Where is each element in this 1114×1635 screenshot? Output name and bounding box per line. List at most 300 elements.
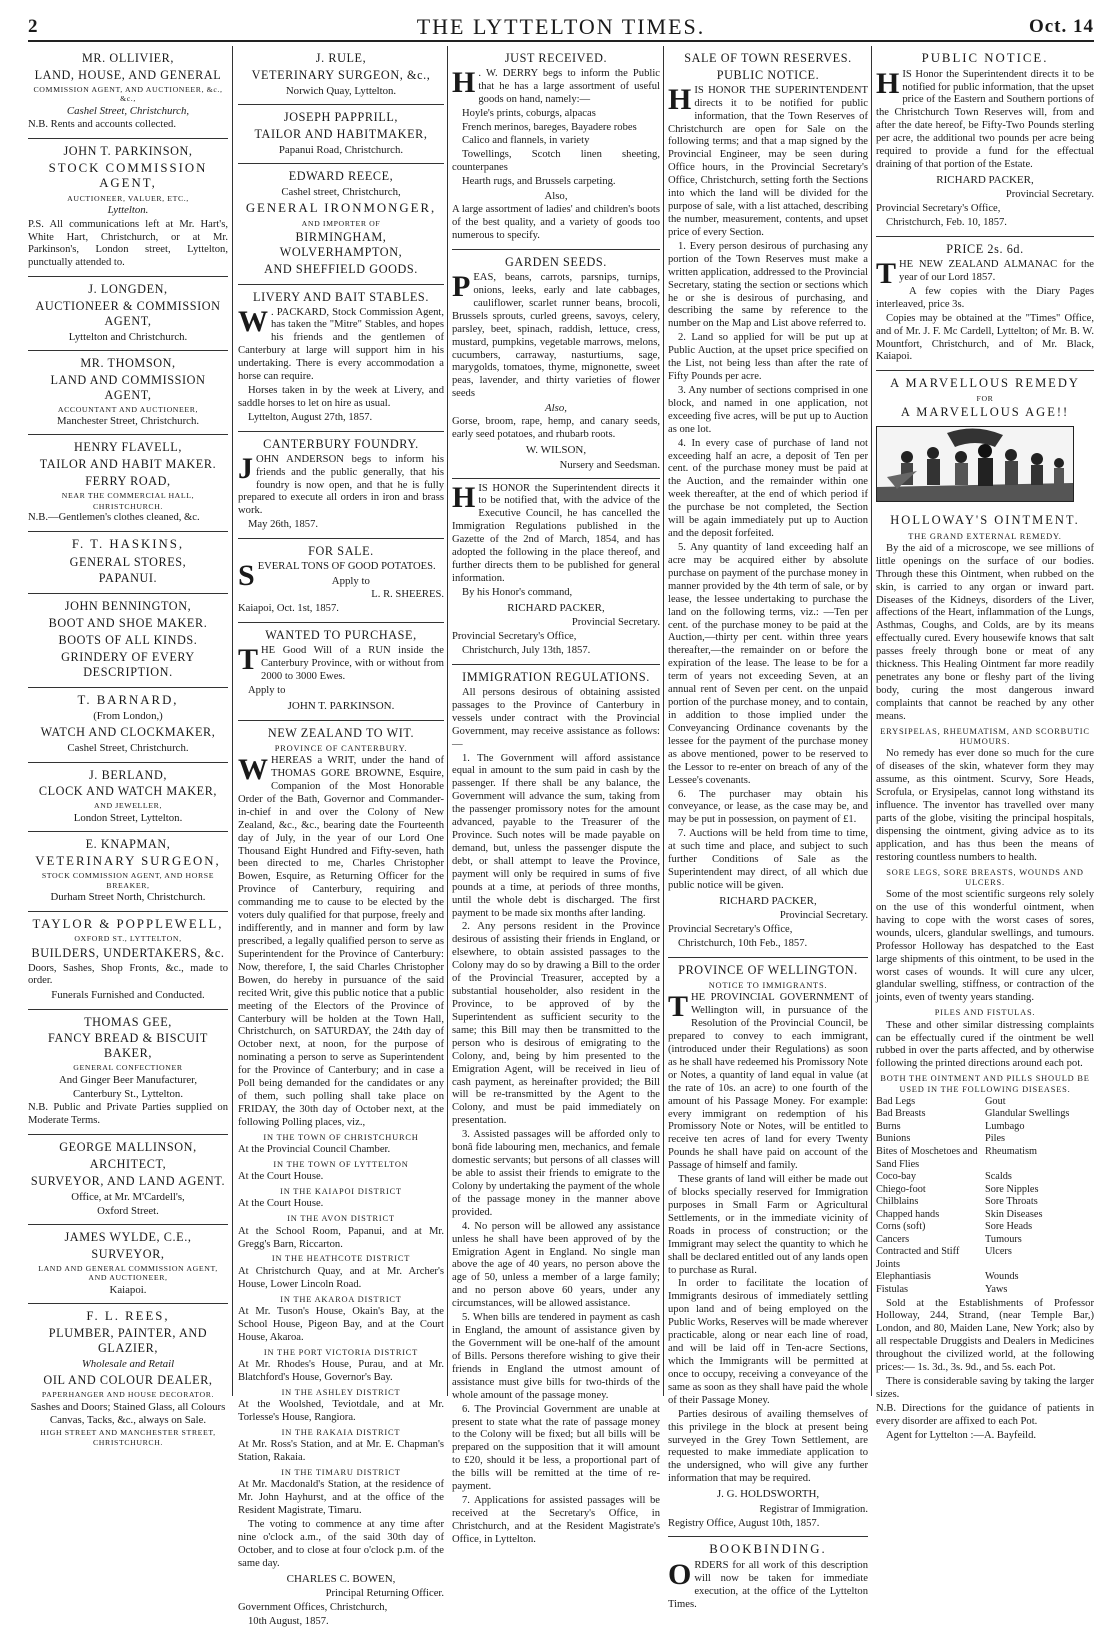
disease-item: Wounds [985, 1271, 1019, 1283]
ad-place: Government Offices, Christchurch, [238, 1601, 388, 1613]
ad-rule [238, 46, 444, 105]
ad-line: Wholesale and Retail [81, 1358, 175, 1371]
ad-name: JOSEPH PAPPRILL, [283, 109, 399, 124]
ad-trade: STOCK COMMISSION AGENT, [48, 160, 208, 191]
ad-body: . W. DERRY begs to inform the Public that he has a large assortment of useful goods on hand, namely:— [478, 67, 660, 105]
section-heading: PILES AND FISTULAS. [934, 1008, 1036, 1018]
ad-line: GRINDERY OF EVERY DESCRIPTION. [61, 649, 195, 679]
drop-cap: T [876, 257, 897, 291]
ad-trade: VETERINARY SURGEON, [35, 853, 221, 868]
notice-town-reserves [668, 46, 868, 958]
ad-address: London Street, Lyttelton. [73, 811, 183, 824]
regulation-paragraph: 2. Any persons resident in the Province desirous of assisting their friends in England, or elsewhere, to obtain assisted passages to the Colony may do so by drawing a Bill to the order of the Provincial Treasurer, accepted by a substantial householder, also resident in the Province, to be approved of by the Superintendent as sufficient security to the same; this Bill may then be transmitted to the person who is desirous of emigrating to the Colony, and, being by him presented to the Emigration Agent, will be received in lieu of cash payment, as hereinafter provided; the Bill will be re-transmitted by the Agent to the Colony, and must be paid immediately on presentation. [452, 921, 660, 1127]
ad-signature: RICHARD PACKER, [719, 894, 817, 907]
column-2 [238, 46, 444, 1627]
ad-address: Oxford Street. [97, 1204, 159, 1217]
ad-subheading: PROVINCE OF CANTERBURY. [274, 743, 408, 753]
ad-line: And Ginger Beer Manufacturer, [58, 1073, 198, 1086]
drop-cap: W [238, 753, 268, 787]
notice-immigration [452, 665, 660, 1553]
disease-item: Chapped hands [876, 1208, 940, 1220]
product-title: HOLLOWAY'S OINTMENT. [890, 513, 1080, 528]
regulations-list [452, 753, 660, 1547]
notice-honor [452, 479, 660, 665]
ad-almanac [876, 237, 1094, 371]
polling-place: At Mr. Tuson's House, Okain's Bay, at the School House, Pigeon Bay, and at the Court House, Akaroa. [238, 1305, 444, 1343]
ad-subtrade: COMMISSION AGENT, AND AUCTIONEER, &c., &c., [33, 84, 223, 104]
polling-district: IN THE KAIAPOI DISTRICT [280, 1187, 402, 1197]
ad-body: Parties desirous of availing themselves of this privilege in the block at present being surveyed in the Grey Town Settlement, are requested to make immediate application to the undersigned, who will give any further information that may be required. [668, 1408, 868, 1485]
disease-item: Sore Heads [985, 1221, 1033, 1233]
ad-trade: BOOT AND SHOE MAKER. [48, 616, 208, 631]
disease-item: Tumours [985, 1233, 1022, 1245]
polling-place: At Mr. Rhodes's House, Purau, and at Mr. Blatchford's House, Governor's Bay. [238, 1358, 444, 1383]
ad-name: T. BARNARD, [77, 692, 179, 707]
ad-trade: ARCHITECT, [89, 1156, 167, 1171]
ad-goods: AND SHEFFIELD GOODS. [264, 261, 418, 276]
ad-body: IS HONOR THE SUPERINTENDENT directs it to be notified for public information, that the Town Reserves of Christchurch are open for Sale on the following terms; and that a map signed by the Provincial Engineer, may be seen during Office hours, in the Provincial Secretary's Office, Christchurch, setting forth the Sections into which the land will be divided for the purpose of sale, with a list attached, describing the number, measurement, contents, and upset price of every Section. [668, 84, 868, 238]
ad-body: HEREAS a WRIT, under the hand of THOMAS GORE BROWNE, Esquire, Companion of the Most Honorable Order of the Bath, Governor and Commander-in-chief in and over the Colony of New Zealand, &c., &c., bearing date the Fourteenth day of July, in the year of our Lord One Thousand Eight Hundred and Fifty-seven, hath been directed to me, Charles Christopher Bowen, Esquire, as Returning Officer for the Province of Canterbury, requiring and commanding me to cause to be elected by the voters duly qualified for that purpose, freely and indifferently, and in manner and form by law prescribed, a legally qualified person to serve as Superintendent for the Province of Canterbury: Now, therefore, I, the said Charles Christopher Bowen, do hereby in pursuance of the said recited Writ, give this public notice that a public meeting of the Electors of the Province of Canterbury will be holden at the Town Hall, Christchurch, on SATURDAY, the 24th day of October next, at noon, for the purpose of nominating a person to serve as Superintendent for the Province of Canterbury; and in case a Poll being demanded for the candidates or any of them, such polling shall take place on FRIDAY, the 30th day of October next, at the following Polling places, viz., [238, 755, 444, 1128]
ad-body: There is considerable saving by taking the larger sizes. [876, 1376, 1094, 1400]
ad-subheading: NOTICE TO IMMIGRANTS. [708, 980, 828, 990]
ad-name: JAMES WYLDE, C.E., [64, 1229, 192, 1244]
ad-address: Canterbury St., Lyttelton. [72, 1087, 184, 1100]
ad-trade: SURVEYOR, AND LAND AGENT. [30, 1173, 226, 1188]
polling-places [238, 1133, 444, 1518]
goods-item: French merinos, bareges, Bayadere robes [462, 121, 637, 133]
ad-signature-title: Provincial Secretary. [1005, 189, 1094, 201]
ad-apply: Apply to [331, 575, 370, 587]
term-paragraph: 3. Any number of sections comprised in one block, and named in one application, not exceeding five acres, will be put up to Auction as one lot. [668, 384, 868, 435]
ad-address: PAPANUI. [98, 571, 158, 586]
ad-subtrade: AND IMPORTER OF [301, 218, 381, 228]
ad-body: No remedy has ever done so much for the cure of diseases of the skin, whatever form they may assume, as this ointment. Scurvy, Sore Heads, Scrofula, or Erysipelas, cannot long withstand its influence. The inventor has travelled over many parts of the globe, visiting the principal hospitals, dispensing the ointment, giving advice as to its application, and has thus been the means of restoring countless numbers to health. [876, 748, 1094, 863]
polling-district: IN THE AKAROA DISTRICT [280, 1294, 402, 1304]
polling-district: IN THE HEATHCOTE DISTRICT [271, 1254, 411, 1264]
drop-cap: H [452, 65, 476, 99]
drop-cap: W [238, 304, 268, 338]
disease-item: Burns [876, 1120, 901, 1132]
ad-body: All persons desirous of obtaining assisted passages to the Province of Canterbury in vessels under contract with the Provincial Government, may receive assistance as follows:— [452, 686, 660, 750]
ad-body: In order to facilitate the location of Immigrants desirous of immediately settling upon land and of being employed on the Public Works, Reserves will be made wherever practicable, along or near each line of road, and will be laid off in Ten-acre Sections, which the Immigrants will be permitted at once to occupy, receiving a conveyance of the same as soon as they shall have paid the whole of their Passage Money. [668, 1278, 868, 1406]
ad-trade: OIL AND COLOUR DEALER, [43, 1373, 213, 1388]
ad-trade: FANCY BREAD & BISCUIT BAKER, [48, 1031, 208, 1061]
ad-livery [238, 285, 444, 432]
ad-note: N.B. Public and Private Parties supplied on Moderate Terms. [28, 1102, 228, 1126]
ad-date: Christchurch, July 13th, 1857. [462, 645, 591, 657]
ad-name: J. RULE, [315, 51, 367, 65]
ad-signature: CHARLES C. BOWEN, [286, 1572, 396, 1585]
disease-item: Corns (soft) [876, 1221, 926, 1233]
ad-note: Sashes and Doors; Stained Glass, all Colours Canvas, Tacks, &c., always on Sale. [30, 1400, 226, 1426]
ad-address: Kaiapoi. [109, 1283, 147, 1296]
ad-haskins [28, 532, 228, 594]
disease-item: Lumbago [985, 1120, 1025, 1132]
ad-name: J. LONGDEN, [88, 282, 168, 297]
issue-date: Oct. 14 [1028, 16, 1094, 37]
ad-rees [28, 1304, 228, 1453]
drop-cap: O [668, 1558, 692, 1592]
ad-body: OHN ANDERSON begs to inform his friends and the public generally, that his foundry is now open, and that he is fully prepared to execute all orders in iron and brass work. [238, 453, 444, 517]
ad-subtrade: NEAR THE COMMERCIAL HALL, [61, 491, 195, 501]
ad-town: CHRISTCHURCH. [93, 501, 163, 511]
ad-body: By his Honor's command, [462, 586, 573, 598]
ad-thomson [28, 351, 228, 435]
ad-heading: GARDEN SEEDS. [505, 255, 607, 270]
ad-trade: BUILDERS, UNDERTAKERS, &c. [31, 945, 225, 960]
polling-district: IN THE RAKAIA DISTRICT [281, 1427, 401, 1437]
section-heading: SORE LEGS, SORE BREASTS, WOUNDS AND ULCERS. [886, 867, 1084, 887]
ad-body: A large assortment of ladies' and children's boots of the best quality, and a variety of goods too numerous to specify. [452, 204, 660, 242]
ad-body: EAS, beans, carrots, parsnips, turnips, onions, leeks, early and late cabbages, cauliflower, scarlet runner beans, brocoli, Brussels sprouts, curled greens, savoys, celery, parsley, beet, spinach, raddish, lettuce, cress, mustard, pumpkins, vegetable marrows, melons, cucumbers, carraway, nasturtiums, sage, marygolds, tomatoes, thyme, mignonette, sweet peas, lavender, and thirty varieties of flower seeds [452, 271, 660, 400]
page-number: 2 [28, 16, 38, 37]
ad-heading: PUBLIC NOTICE. [716, 67, 820, 82]
ad-signature-title: Provincial Secretary. [571, 617, 660, 629]
ad-flavell [28, 435, 228, 532]
regulation-paragraph: 3. Assisted passages will be afforded only to bonâ fide labouring men, mechanics, and female domestic servants; but persons of all classes will be able to assist their friends to emigrate to the Colony by undertaking the payment of the whole of the passage money in the manner above provided. [452, 1129, 661, 1218]
polling-place: At Christchurch Quay, and at Mr. Archer's House, Lower Lincoln Road. [238, 1265, 444, 1290]
ad-heading: NEW ZEALAND TO WIT. [267, 725, 415, 740]
ad-name: MR. OLLIVIER, [81, 51, 175, 65]
ad-trade: AUCTIONEER & COMMISSION AGENT, [35, 299, 221, 329]
ad-date: Lyttelton, August 27th, 1857. [248, 411, 373, 423]
polling-place: At the Provincial Council Chamber. [238, 1144, 391, 1156]
ad-body: EVERAL TONS OF GOOD POTATOES. [257, 561, 436, 573]
drop-cap: H [668, 82, 692, 116]
ad-parkinson [28, 139, 228, 277]
ad-body: IS Honor the Superintendent directs it to be notified for public information, that the upset price of the Eastern and Southern portions of the Christchurch Town Reserves will, from and after the date hereof, be Fifty-Two Pounds sterling per acre, the additional two pounds per acre being required to provide a fund for the effectual draining of that portion of the Estate. [876, 68, 1094, 171]
ad-name: JOHN T. PARKINSON, [63, 143, 193, 158]
ad-address: Papanui Road, Christchurch. [278, 143, 404, 156]
column-rule [871, 46, 872, 1396]
ad-trade: TAILOR AND HABITMAKER, [254, 126, 428, 141]
ad-address: Norwich Quay, Lyttelton. [285, 84, 397, 97]
ad-also: Also, [544, 190, 568, 203]
ad-date: 10th August, 1857. [248, 1615, 329, 1627]
ad-address: Cashel Street, Christchurch, [66, 104, 190, 117]
notice-wellington [668, 958, 868, 1537]
ad-heading: JUST RECEIVED. [504, 51, 608, 65]
ad-name: TAYLOR & POPPLEWELL, [32, 916, 224, 931]
ad-body: . PACKARD, Stock Commission Agent, has taken the "Mitre" Stables, and hopes his friends and the gentlemen of Canterbury at large will support him in his undertaking. There is every accommodation a horse can require. [238, 306, 444, 383]
ad-trade: LAND AND COMMISSION AGENT, [50, 372, 206, 402]
term-paragraph: 6. The purchaser may obtain his conveyance, or lease, as the case may be, and may be put in possession, on payment of £1. [668, 788, 868, 826]
ad-trade: CLOCK AND WATCH MAKER, [38, 784, 218, 799]
ad-body: By the aid of a microscope, we see millions of little openings on the surface of our bodies. Through these this Ointment, when rubbed on the skin, is carried to any organ or inward part. Diseases of the Kidneys, disorders of the Liver, affections of the Heart, inflammation of the Lungs, Asthmas, Coughs, and Colds, are by its means effectually cured. Every housewife knows that salt passes freely through bone or meat of any thickness. This Healing Ointment far more readily penetrates any bone or fleshy part of the living body, curing the most dangerous inward complaints that cannot be reached by any other means. [876, 542, 1094, 722]
ad-date: Registry Office, August 10th, 1857. [668, 1517, 820, 1529]
ad-trade: WATCH AND CLOCKMAKER, [40, 725, 216, 740]
regulation-paragraph: 1. The Government will afford assistance equal in amount to the sum paid in cash by the passenger. If there shall be any balance, the Government will advance the sum, taking from the passenger promissory notes for the amount advanced, payable to the Treasurer of the Province. Such notes will be made payable on demand, but, unless the passenger dispute the debt, or shall attempt to leave the Province, payment will only be required in sums of five pounds at a time, at periods of three months, until the whole debt is discharged. The first payment to be made six months after landing. [452, 752, 660, 919]
ad-wanted [238, 623, 444, 721]
disease-item: Coco-bay [876, 1171, 917, 1183]
polling-place: At Mr. Ross's Station, and at Mr. E. Chapman's Station, Rakaia. [238, 1439, 444, 1463]
disease-item: Contracted and Stiff Joints [876, 1246, 960, 1270]
ad-trade: VETERINARY SURGEON, &c., [251, 67, 431, 82]
regulation-paragraph: 6. The Provincial Government are unable at present to state what the rate of passage money to the Colony will be fixed; but all bills will be prepared on the supposition that it will amount to £20, should it be less, a proportional part of the bills will be remitted at the time of re-payment. [452, 1403, 660, 1493]
ad-trade: GENERAL STORES, [69, 554, 187, 569]
ad-note: P.S. All communications left at Mr. Hart's, White Hart, Christchurch, or at Mr. Parkinson's, London street, Lyttelton, punctually attended to. [28, 218, 228, 269]
ad-note: N.B. Rents and accounts collected. [28, 118, 176, 130]
disease-item: Piles [985, 1133, 1006, 1145]
ad-subtrade: LAND AND GENERAL COMMISSION AGENT, AND AUCTIONEER, [38, 1263, 218, 1283]
regulation-paragraph: 5. When bills are tendered in payment as cash in England, the amount of assistance given by the Government will be one-half of the amount of Bills. Persons therefore wishing to give their friends in England the utmost amount of assistance must give bills for two-thirds of the whole amount of the passage money. [452, 1312, 660, 1401]
column-rule [232, 46, 233, 1396]
ad-name: E. KNAPMAN, [85, 836, 171, 851]
ad-body: RDERS for all work of this description will now be taken for immediate execution, at the office of the Lyttelton Times. [668, 1560, 868, 1610]
ad-note: Doors, Sashes, Shop Fronts, &c., made to order. [28, 962, 228, 987]
ad-holloway [876, 371, 1094, 1448]
ad-apply: Apply to [248, 684, 286, 696]
drop-cap: P [452, 269, 471, 303]
ad-price: PRICE 2s. 6d. [946, 242, 1024, 257]
ad-signature: J. G. HOLDSWORTH, [716, 1488, 820, 1501]
ad-trade: PLUMBER, PAINTER, AND GLAZIER, [48, 1326, 208, 1356]
ad-signature: L. R. SHEERES. [371, 589, 444, 601]
section-heading: ERYSIPELAS, RHEUMATISM, AND SCORBUTIC HUMOURS. [880, 726, 1090, 746]
section-heading: BOTH THE OINTMENT AND PILLS SHOULD BE USED IN THE FOLLOWING DISEASES. [880, 1074, 1090, 1094]
ad-street: OXFORD ST., LYTTELTON, [74, 934, 182, 944]
disease-item: Elephantiasis [876, 1271, 931, 1283]
ad-body: These grants of land will either be made out of blocks specially reserved for Immigration purposes in Small Farm or Agricultural Settlements, or in the immediate vicinity of Roads in process of construction; or the Immigrant may select the quantity to which he shall be declared entitled out of any lands open to purchase as Rural. [668, 1174, 868, 1276]
ad-body: The voting to commence at any time after nine o'clock a.m., of the said 30th day of October, and to close at four o'clock p.m. of the same day. [238, 1518, 444, 1569]
ad-trade: SURVEYOR, [91, 1246, 165, 1261]
column-1 [28, 46, 228, 1447]
ad-address: Cashel Street, Christchurch. [67, 742, 189, 755]
ad-heading: FOR SALE. [308, 544, 374, 559]
ad-name: JOHN BENNINGTON, [64, 599, 192, 614]
paper-title: THE LYTTELTON TIMES. [416, 14, 706, 39]
ad-address: Manchester Street, Christchurch. [56, 415, 200, 428]
ad-bookbinding [668, 1537, 868, 1617]
drop-cap: S [238, 559, 255, 593]
product-tagline: THE GRAND EXTERNAL REMEDY. [908, 531, 1062, 541]
drop-cap: H [876, 66, 900, 100]
ad-body: Gorse, broom, rape, hemp, and canary seeds, early seed potatoes, and rhubarb roots. [452, 416, 660, 441]
goods-item: Hoyle's prints, coburgs, alpacas [462, 107, 596, 119]
ad-body: HE PROVINCIAL GOVERNMENT of Wellington will, in pursuance of the Resolution of the Provincial Council, be prepared to convey to each immigrant, (introduced under their Regulations) as soon as he shall have redeemed his Promissory Note or Notes, a quantity of land equal in value (at the rate of 10s. an acre) to one fourth of the amount of his Passage Money. For example: every immigrant on redemption of his Promissory Note or Notes, will be entitled to receive ten acres of land for every Twenty Pounds he shall have paid on account of the Passage of himself and family. [668, 992, 868, 1172]
disease-item: Glandular Swellings [985, 1108, 1070, 1120]
ad-ollivier [28, 46, 228, 139]
ad-date: Christchurch, Feb. 10, 1857. [886, 217, 1007, 229]
ad-body: HE NEW ZEALAND ALMANAC for the year of our Lord 1857. [899, 259, 1094, 283]
notice-writ [238, 721, 444, 1635]
polling-district: IN THE TOWN OF LYTTELTON [273, 1160, 409, 1170]
ad-wylde [28, 1225, 228, 1304]
polling-district: IN THE TOWN OF CHRISTCHURCH [263, 1132, 419, 1142]
polling-place: At Mr. Macdonald's Station, at the residence of Mr. John Hayhurst, and at the office of the Resident Magistrate, Timaru. [238, 1479, 444, 1516]
ad-address: Durham Street North, Christchurch. [50, 891, 206, 904]
ad-signature-title: Nursery and Seedsman. [559, 459, 660, 471]
masthead [28, 14, 1094, 42]
ad-trade: GENERAL IRONMONGER, [245, 200, 437, 215]
polling-district: IN THE ASHLEY DISTRICT [281, 1387, 401, 1397]
ad-signature: W. WILSON, [525, 444, 587, 457]
ad-longden [28, 277, 228, 351]
ad-heading: IMMIGRATION REGULATIONS. [462, 670, 650, 685]
ad-gee [28, 1010, 228, 1135]
notice-upset-price [876, 46, 1094, 237]
ad-heading: SALE OF TOWN RESERVES. [684, 51, 852, 65]
terms-list [668, 241, 868, 893]
ad-body: Copies may be obtained at the "Times" Office, and of Mr. J. F. Mc Cardell, Lyttelton; of Mr. B. W. Mountfort, Christchurch, and of Mr. Black, Kaiapoi. [876, 312, 1094, 363]
ad-name: THOMAS GEE, [84, 1014, 172, 1029]
ad-name: MR. THOMSON, [80, 356, 176, 371]
goods-item: Calico and flannels, in variety [462, 135, 590, 147]
goods-item: Hearth rugs, and Brussels carpeting. [462, 176, 616, 188]
ad-address: Lyttelton and Christchurch. [68, 330, 188, 343]
goods-item: Towellings, Scotch linen sheeting, counterpanes [452, 149, 660, 174]
polling-district: IN THE TIMARU DISTRICT [281, 1467, 401, 1477]
drop-cap: J [238, 451, 253, 485]
ad-taylor-popplewell [28, 912, 228, 1010]
ad-subtrade: ACCOUNTANT AND AUCTIONEER, [57, 404, 199, 414]
ad-body: Sold at the Establishments of Professor Holloway, 244, Strand, (near Temple Bar,) London, and 80, Maiden Lane, New York; also by all respectable Druggists and Dealers in Medicines throughout the civilized world, at the following prices:— 1s. 3d., 3s. 9d., and 5s. each Pot. [876, 1297, 1094, 1374]
ad-date: Christchurch, 10th Feb., 1857. [678, 938, 808, 950]
ad-body: These and other similar distressing complaints can be effectually cured if the ointment be well rubbed in over the parts affected, and by otherwise following the printed directions around each pot. [876, 1019, 1094, 1070]
ad-name: HENRY FLAVELL, [74, 440, 182, 455]
ad-signature-title: Provincial Secretary. [779, 910, 868, 922]
polling-place: At the Court House. [238, 1171, 324, 1183]
disease-item: Chilblains [876, 1196, 919, 1208]
banner-line: A MARVELLOUS REMEDY [890, 376, 1080, 391]
disease-item: Scalds [985, 1171, 1012, 1183]
ad-bennington [28, 594, 228, 687]
disease-item: Bunions [876, 1133, 911, 1145]
ad-body: N.B. Directions for the guidance of patients in every disorder are affixed to each Pot. [876, 1402, 1094, 1427]
ad-signature: RICHARD PACKER, [936, 173, 1034, 186]
ad-heading: LIVERY AND BAIT STABLES. [253, 289, 429, 304]
ad-name: GEORGE MALLINSON, [59, 1139, 197, 1154]
polling-district: IN THE PORT VICTORIA DISTRICT [263, 1347, 419, 1357]
ad-heading: BOOKBINDING. [709, 1542, 827, 1557]
drop-cap: T [238, 642, 259, 676]
regulation-paragraph: 7. Applications for assisted passages will be received at the Secretary's Office, in Christchurch, and at the Resident Magistrate's Office, in Lyttelton. [452, 1495, 660, 1545]
goods-list [452, 108, 660, 190]
ad-date: May 26th, 1857. [248, 519, 319, 531]
ad-barnard [28, 688, 228, 763]
ad-body: A few copies with the Diary Pages interleaved, price 3s. [876, 285, 1094, 310]
ad-seeds [452, 250, 660, 478]
ad-subtrade: AUCTIONEER, VALUER, ETC., [67, 193, 189, 203]
disease-item: Ulcers [985, 1246, 1012, 1258]
ad-also: Also, [545, 402, 567, 415]
column-rule [447, 46, 448, 1396]
ad-place: Provincial Secretary's Office, [876, 203, 1001, 215]
disease-item: Rheumatism [985, 1145, 1038, 1157]
ad-signature: JOHN T. PARKINSON. [287, 699, 395, 712]
drop-cap: T [668, 990, 689, 1024]
ad-berland [28, 763, 228, 832]
ad-heading: PROVINCE OF WELLINGTON. [678, 963, 858, 978]
disease-list [876, 1096, 1094, 1297]
disease-item: Sore Nipples [985, 1183, 1039, 1195]
term-paragraph: 4. In every case of purchase of land not exceeding half an acre, a deposit of Ten per cent. of the purchase money must be paid at the Auction, and the remainder within one week thereafter, at the end of which period if the purchase be not completed, the Section will be again immediately put up to Auction and the deposit forfeited. [668, 437, 868, 540]
disease-item: Bad Breasts [876, 1108, 926, 1120]
ad-note: Funerals Furnished and Conducted. [51, 989, 205, 1002]
engraving-illustration [876, 426, 1074, 502]
column-3 [452, 46, 661, 1545]
disease-item: Bites of Moschetoes and Sand Flies [876, 1145, 978, 1170]
ad-address: HIGH STREET AND MANCHESTER STREET, CHRISTCHURCH. [40, 1428, 216, 1447]
ad-address: Cashel street, Christchurch, [281, 185, 401, 198]
ad-subtrade: STOCK COMMISSION AGENT, AND HORSE BREAKER, [41, 871, 215, 890]
ad-body: Some of the most scientific surgeons rely solely on the use of this wonderful ointment, when having to cope with the worst cases of sores, wounds, ulcers, glandular swellings, and tumours. Professor Holloway has despatched to the East large shipments of this ointment, to be used in the worst cases of wounds. It will cure any ulcer, glandular swelling, stiffness, or contraction of the joints, even of twenty years standing. [876, 889, 1094, 1004]
regulation-paragraph: 4. No person will be allowed any assistance unless he shall have been approved of by the Emigration Agent in England. No single man above the age of 40 years, no person above the age of 50, unless a member of a large family; and no person above 60 years, under any circumstances, will be allowed assistance. [452, 1220, 660, 1310]
ad-date: Kaiapoi, Oct. 1st, 1857. [238, 603, 339, 615]
ad-name: F. L. REES, [86, 1308, 170, 1323]
disease-item: Fistulas [876, 1283, 909, 1295]
drop-cap: H [452, 480, 476, 514]
ad-potatoes [238, 539, 444, 623]
banner-line: FOR [976, 393, 994, 403]
disease-item: Chiego-foot [876, 1183, 926, 1195]
disease-item: Yaws [985, 1283, 1008, 1295]
ad-note: N.B.—Gentlemen's clothes cleaned, &c. [28, 512, 200, 524]
column-4 [668, 46, 868, 1610]
ad-foundry [238, 432, 444, 539]
ad-name: F. T. HASKINS, [71, 536, 185, 551]
ad-mallinson [28, 1135, 228, 1225]
polling-place: At the School Room, Papanui, and at Mr. Gregg's Barn, Riccarton. [238, 1225, 444, 1250]
ad-subtrade: AND JEWELLER, [94, 801, 162, 811]
ad-body: Horses taken in by the week at Livery, and saddle horses to let on hire as usual. [238, 385, 444, 409]
disease-item: Gout [985, 1095, 1006, 1107]
ad-street: FERRY ROAD, [85, 474, 171, 489]
ad-name: J. BERLAND, [88, 767, 168, 782]
disease-item: Bad Legs [876, 1095, 916, 1107]
polling-place: At the Woolshed, Teviotdale, and at Mr. Torlesse's House, Rangiora. [238, 1398, 444, 1423]
ad-place: Provincial Secretary's Office, [668, 924, 793, 936]
ad-heading: WANTED TO PURCHASE, [265, 628, 417, 643]
ad-origin: (From London,) [93, 710, 163, 723]
ad-reece [238, 164, 444, 285]
polling-place: At the Court House. [238, 1198, 324, 1210]
banner-line: A MARVELLOUS AGE!! [900, 405, 1070, 420]
term-paragraph: 2. Land so applied for will be put up at Public Auction, at the upset price specified on the List, not being less than after the rate of Fifty Pounds per acre. [668, 332, 868, 383]
ad-signature-title: Principal Returning Officer. [325, 1587, 444, 1599]
ad-line: BOOTS OF ALL KINDS. [58, 633, 198, 648]
ad-body: IS HONOR the Superintendent directs it to be notified that, with the advice of the Executive Council, he has cancelled the Immigration Regulations published in the Gazette of the 2nd of March, 1854, and has adopted the following in the place thereof, and further directs them to be published for general information. [452, 482, 660, 584]
disease-item: Cancers [876, 1233, 910, 1245]
ad-body: HE Good Will of a RUN inside the Canterbury Province, with or without from 2000 to 3000 Ewes. [261, 644, 444, 682]
ad-signature-title: Registrar of Immigration. [759, 1503, 868, 1515]
ad-received [452, 46, 660, 250]
term-paragraph: 5. Any quantity of land exceeding half an acre may be acquired either by absolute purchase on payment of the purchase money in manner provided by the 4th term of sale, or by lease, the lessee undertaking to purchase the land on the following terms, viz.: —Ten per cent. of the purchase money to be paid at the Auction,—thirty per cent. within three years thereafter,—the remainder on or before the expiration of the lease. The lease to be for a term of years not exceeding Seven, at an annual rent of Seven per cent. on the unpaid portion of the purchase money, and to contain, in addition to those implied under the Conveyancing Ordinance covenants by the lessee for the payment of the purchase money as above mentioned, power to be reserved to the Lessor to re-enter on breach of any of the Lessee's covenants. [668, 542, 868, 786]
ad-address: Lyttelton. [107, 204, 149, 217]
ad-heading: CANTERBURY FOUNDRY. [263, 436, 419, 451]
ad-name: EDWARD REECE, [288, 168, 394, 183]
term-paragraph: 1. Every person desirous of purchasing any portion of the Town Reserves must make a written application, addressed to the Provincial Secretary, stating the section or sections which he or she is desirous of purchasing, and describing the same by reference to the number on the Map and List above referred to. [668, 240, 868, 330]
ad-trade: TAILOR AND HABIT MAKER. [39, 457, 217, 472]
ad-agent: Agent for Lyttelton :—A. Bayfeild. [886, 1429, 1037, 1441]
ad-trade: LAND, HOUSE, AND GENERAL [34, 67, 222, 82]
disease-item: Skin Diseases [985, 1208, 1043, 1220]
ad-subtrade: PAPERHANGER AND HOUSE DECORATOR. [41, 1390, 215, 1400]
ad-goods: BIRMINGHAM, WOLVERHAMPTON, [279, 230, 403, 259]
ad-signature: RICHARD PACKER, [507, 601, 605, 614]
ad-subtrade: GENERAL CONFECTIONER [73, 1063, 183, 1073]
ad-knapman [28, 832, 228, 912]
ad-heading: PUBLIC NOTICE. [921, 51, 1049, 65]
ad-papprill [238, 105, 444, 164]
polling-district: IN THE AVON DISTRICT [287, 1214, 395, 1224]
term-paragraph: 7. Auctions will be held from time to time, at such time and place, and subject to such further Conditions of Sale as the Superintendent may direct, of all which due public notice will be given. [668, 828, 868, 891]
ad-place: Provincial Secretary's Office, [452, 631, 577, 643]
disease-item: Sore Throats [985, 1196, 1038, 1208]
ad-address: Office, at Mr. M'Cardell's, [71, 1190, 185, 1203]
column-5 [876, 46, 1094, 1441]
column-rule [663, 46, 664, 1396]
